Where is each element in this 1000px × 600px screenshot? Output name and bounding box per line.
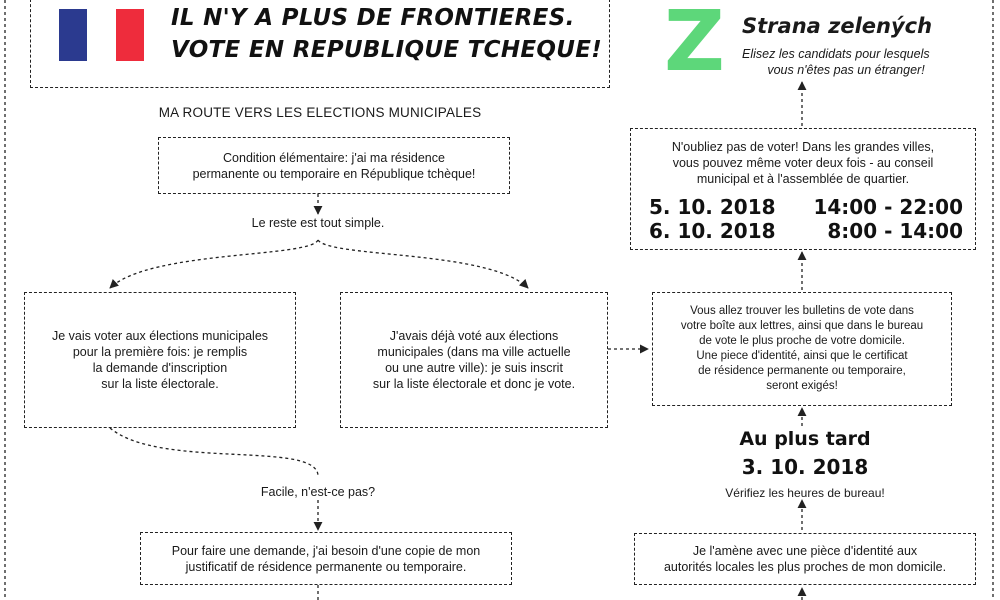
already-voted-line-3: ou une autre ville): je suis inscrit: [385, 361, 563, 375]
reminder-line-3: municipal et à l'assemblée de quartier.: [696, 172, 910, 186]
french-flag: [59, 9, 144, 61]
ballots-line-4: Une piece d'identité, ainsi que le certificat: [696, 350, 908, 362]
already-voted-line-1: J'avais déjà voté aux élections: [389, 329, 559, 343]
time-1: 14:00 - 22:00: [813, 195, 963, 219]
time-2: 8:00 - 14:00: [827, 219, 963, 243]
condition-line-1: Condition élémentaire: j'ai ma résidence: [223, 150, 445, 165]
request-line-2: justificatif de résidence permanente ou temporaire.: [185, 559, 467, 574]
party-name: Strana zelených: [742, 14, 933, 38]
header-box: [30, 0, 610, 88]
rest-simple-label: Le reste est tout simple.: [251, 216, 385, 230]
bring-box: [634, 533, 976, 585]
already-voted-line-2: municipales (dans ma ville actuelle: [377, 345, 571, 359]
flag-white-stripe: [87, 9, 115, 61]
deadline-label: Au plus tard: [739, 428, 871, 450]
party-slogan-line-2: vous n'êtes pas un étranger!: [767, 63, 925, 77]
line-first-time-to-easy: [110, 428, 318, 476]
reminder-line-2: vous pouvez même voter deux fois - au conseil: [672, 156, 934, 170]
date-2: 6. 10. 2018: [649, 219, 776, 243]
party-logo-icon: Z: [664, 0, 725, 90]
first-time-line-1: Je vais voter aux élections municipales: [51, 329, 269, 343]
already-voted-box: [340, 292, 608, 428]
reminder-line-1: N'oubliez pas de voter! Dans les grandes villes,: [671, 140, 935, 154]
ballots-line-1: Vous allez trouver les bulletins de vote dans: [690, 305, 914, 317]
arrow-rest-to-already-voted: [318, 240, 528, 288]
condition-box: [158, 137, 510, 194]
flow-title: MA ROUTE VERS LES ELECTIONS MUNICIPALES: [158, 105, 482, 120]
office-hours-label: Vérifiez les heures de bureau!: [725, 486, 885, 500]
flag-red-stripe: [116, 9, 144, 61]
ballots-line-5: de résidence permanente ou temporaire,: [698, 365, 906, 377]
first-time-line-4: sur la liste électorale.: [101, 377, 219, 391]
request-box: [140, 532, 512, 585]
headline-line-1: IL N'Y A PLUS DE FRONTIERES.: [171, 5, 575, 31]
date-1: 5. 10. 2018: [649, 195, 776, 219]
already-voted-line-4: sur la liste électorale et donc je vote.: [372, 377, 576, 391]
party-slogan-line-1: Elisez les candidats pour lesquels: [742, 47, 930, 61]
request-line-1: Pour faire une demande, j'ai besoin d'une copie de mon: [171, 543, 481, 558]
ballots-box: [652, 292, 952, 406]
easy-label: Facile, n'est-ce pas?: [260, 485, 376, 499]
party-slogan: [742, 46, 950, 78]
ballots-line-2: votre boîte aux lettres, ainsi que dans le bureau: [680, 320, 924, 332]
headline-line-2: VOTE EN REPUBLIQUE TCHEQUE!: [171, 37, 603, 63]
bring-line-1: Je l'amène avec une pièce d'identité aux: [692, 544, 918, 558]
ballots-line-3: de vote le plus proche de votre domicile.: [699, 335, 905, 347]
bring-line-2: autorités locales les plus proches de mon domicile.: [663, 560, 947, 574]
first-time-line-2: pour la première fois: je remplis: [72, 345, 248, 359]
first-time-line-3: la demande d'inscription: [92, 361, 228, 375]
arrow-rest-to-first-time: [110, 240, 318, 288]
flag-blue-stripe: [59, 9, 87, 61]
reminder-text: [631, 139, 975, 187]
ballots-line-6: seront exigés!: [766, 380, 838, 392]
reminder-box: [630, 128, 976, 250]
condition-line-2: permanente ou temporaire en République tchèque!: [192, 166, 476, 181]
deadline-date: 3. 10. 2018: [741, 455, 869, 479]
first-time-box: [24, 292, 296, 428]
